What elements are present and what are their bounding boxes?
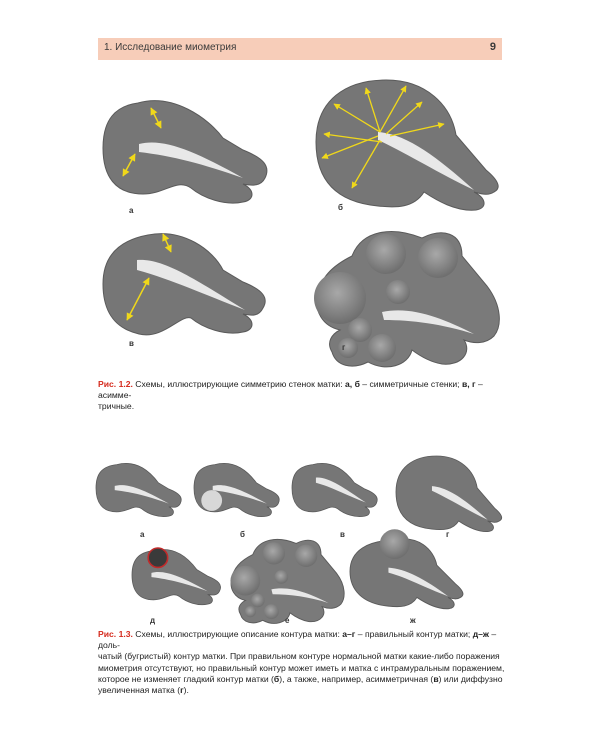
chapter-title: 1. Исследование миометрия: [104, 42, 237, 53]
diagram-1-2-c: [103, 234, 265, 348]
label-1-3-d: г: [446, 530, 450, 539]
label-1-3-f: е: [285, 616, 290, 625]
diagram-1-3-c: [292, 463, 377, 516]
page-number: 9: [489, 41, 496, 53]
caption-fig-1-3: Рис. 1.3. Схемы, иллюстрирующие описание контура матки: а–г – правильный контур матки; д–ж – доль- чатый (бугристый) контур матки. При правильном контуре нормальной матки какие-либо поражения миометрия отсутствуют, но правильный контур может иметь и матка с интрамуральным поражением, которое не изменяет гладкий контур матки (б), а также, например, асимметричная (в) или диффузно увеличенная матка (г).: [98, 629, 505, 696]
label-1-3-a: а: [140, 530, 145, 539]
diagram-1-3-b: [194, 463, 279, 516]
caption-1-3-number: Рис. 1.3.: [98, 629, 133, 639]
label-1-3-g: ж: [410, 616, 416, 625]
label-1-2-b: б: [338, 203, 343, 212]
caption-1-2-number: Рис. 1.2.: [98, 379, 133, 389]
label-1-3-c: в: [340, 530, 345, 539]
diagram-1-3-f: [230, 539, 344, 623]
diagram-1-3-d: [396, 456, 502, 532]
label-1-2-d: г: [342, 343, 346, 352]
label-1-3-e: д: [150, 616, 156, 625]
diagram-1-2-d: [314, 232, 499, 367]
diagram-1-2-a: [103, 101, 267, 215]
diagram-1-3-a: [96, 463, 181, 516]
label-1-3-b: б: [240, 530, 245, 539]
caption-fig-1-2: Рис. 1.2. Схемы, иллюстрирующие симметрию стенок матки: а, б – симметричные стенки; в, г – асимме- тричные.: [98, 379, 483, 412]
diagram-1-2-b: [316, 80, 498, 212]
diagram-1-3-e: [132, 548, 221, 605]
diagram-1-3-g: [350, 529, 463, 608]
label-1-2-c: в: [129, 339, 134, 348]
label-1-2-a: а: [129, 206, 134, 215]
